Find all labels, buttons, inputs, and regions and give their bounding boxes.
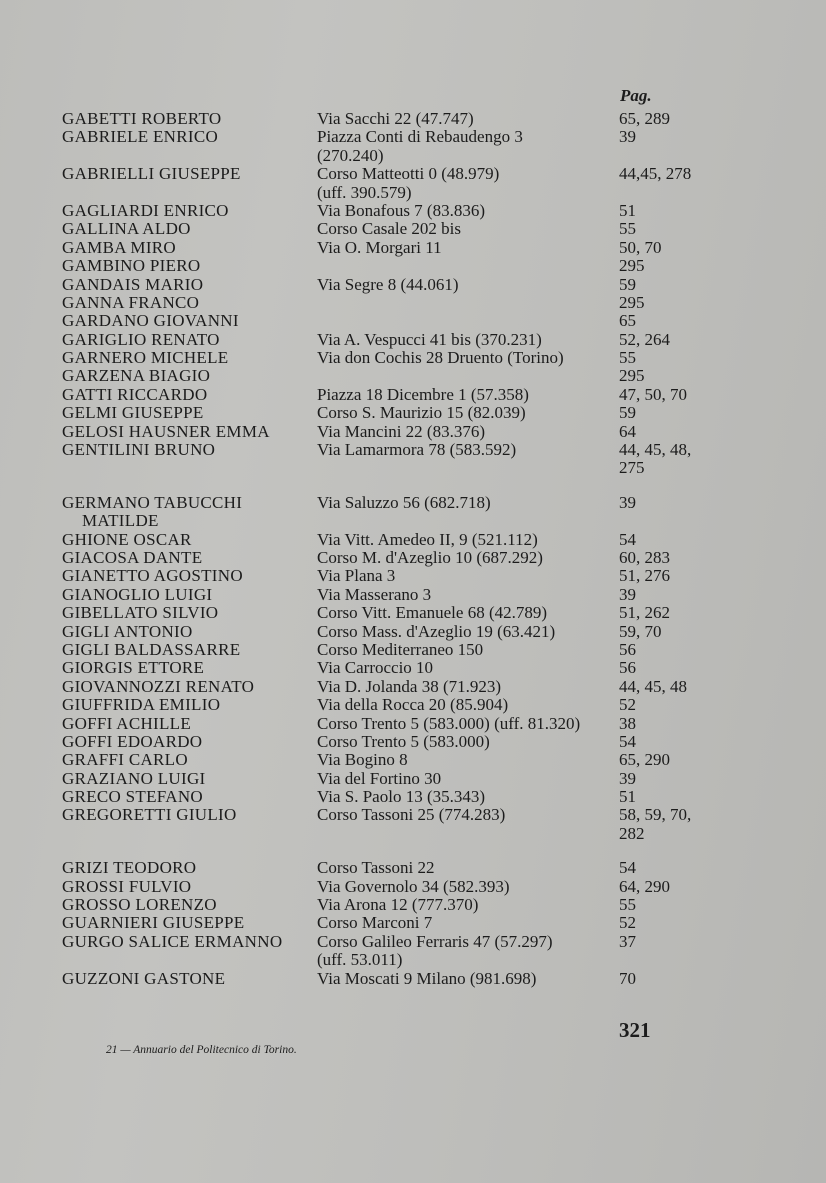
entry-name-line: GIANOGLIO LUIGI xyxy=(62,584,213,604)
entry-name-line: GUZZONI GASTONE xyxy=(62,968,226,988)
entry-address-line xyxy=(317,825,617,843)
entry-name xyxy=(62,494,314,531)
entry-name-line: GELOSI HAUSNER EMMA xyxy=(62,421,270,441)
entry-name-line: GABRIELLI GIUSEPPE xyxy=(62,164,241,184)
directory-entry xyxy=(62,806,762,843)
directory-entry xyxy=(62,494,762,531)
entry-address xyxy=(317,933,617,970)
entry-pages-line: 65, 289 xyxy=(619,109,670,128)
entry-pages-line: 295 xyxy=(619,292,645,312)
entry-address xyxy=(317,733,617,751)
entry-pages xyxy=(619,202,709,220)
entry-pages xyxy=(619,715,709,733)
entry-pages-line: 52, 264 xyxy=(619,329,670,349)
entry-pages-line: 64, 290 xyxy=(619,876,670,896)
entry-pages xyxy=(619,896,709,914)
entry-name xyxy=(62,859,314,877)
entry-address-line: Via Segre 8 (44.061) xyxy=(317,274,459,294)
entry-address-line: Via D. Jolanda 38 (71.923) xyxy=(317,676,502,696)
entry-address-line xyxy=(317,459,617,477)
entry-pages-line: 51, 262 xyxy=(619,603,670,623)
entry-pages-line: 58, 59, 70, xyxy=(619,805,692,825)
entry-name-line: GAMBINO PIERO xyxy=(62,256,201,276)
entry-pages xyxy=(619,567,709,585)
entry-pages xyxy=(619,220,709,238)
entry-name xyxy=(62,770,314,788)
directory-entry xyxy=(62,257,762,275)
directory-entry xyxy=(62,733,762,751)
directory-entry xyxy=(62,549,762,567)
entry-pages-line: 47, 50, 70 xyxy=(619,384,687,404)
entry-address xyxy=(317,220,617,238)
entry-name xyxy=(62,806,314,824)
directory-entry xyxy=(62,896,762,914)
entry-name-line: GABETTI ROBERTO xyxy=(62,109,222,128)
directory-entry xyxy=(62,220,762,238)
entry-address-line: Corso Galileo Ferraris 47 (57.297) xyxy=(317,931,553,951)
entry-pages xyxy=(619,441,709,478)
entry-address-line: Via Lamarmora 78 (583.592) xyxy=(317,440,517,460)
entry-pages-line: 70 xyxy=(619,968,636,988)
directory-entry xyxy=(62,696,762,714)
directory-entry xyxy=(62,165,762,202)
entry-name xyxy=(62,623,314,641)
entry-address-line: Via Masserano 3 xyxy=(317,584,432,604)
entry-address xyxy=(317,128,617,165)
entry-pages xyxy=(619,641,709,659)
entry-address-line: Via Plana 3 xyxy=(317,566,396,586)
entry-address xyxy=(317,312,617,330)
entry-name xyxy=(62,549,314,567)
entry-address xyxy=(317,423,617,441)
entry-pages-line: 55 xyxy=(619,895,636,915)
entry-name xyxy=(62,531,314,549)
entry-pages-line: 55 xyxy=(619,348,636,368)
entry-address xyxy=(317,349,617,367)
entry-pages-line: 60, 283 xyxy=(619,547,670,567)
entry-pages xyxy=(619,933,709,951)
entry-name xyxy=(62,220,314,238)
entry-name-line: GENTILINI BRUNO xyxy=(62,440,216,460)
directory-entry xyxy=(62,878,762,896)
entry-pages xyxy=(619,549,709,567)
entry-address-line xyxy=(317,257,617,275)
entry-name-line: GOFFI ACHILLE xyxy=(62,713,192,733)
entry-name xyxy=(62,331,314,349)
entry-address-line: (uff. 53.011) xyxy=(317,950,403,970)
entry-name xyxy=(62,202,314,220)
entry-pages xyxy=(619,788,709,806)
entry-address-line xyxy=(317,312,617,330)
entry-pages-line: 59 xyxy=(619,403,636,423)
entry-pages-line: 39 xyxy=(619,492,636,512)
entry-address-line: Via don Cochis 28 Druento (Torino) xyxy=(317,348,564,368)
entry-name-line: GOFFI EDOARDO xyxy=(62,731,203,751)
directory-entry xyxy=(62,970,762,988)
entry-name xyxy=(62,878,314,896)
entry-address-line: Via Vitt. Amedeo II, 9 (521.112) xyxy=(317,529,538,549)
directory-entry xyxy=(62,859,762,877)
entry-address xyxy=(317,294,617,312)
entry-name-line: GARIGLIO RENATO xyxy=(62,329,220,349)
entry-pages-line: 54 xyxy=(619,529,636,549)
entry-pages xyxy=(619,331,709,349)
entry-pages-line: 64 xyxy=(619,421,636,441)
footer-caption: 21 — Annuario del Politecnico di Torino. xyxy=(106,1044,297,1056)
directory-entry xyxy=(62,312,762,330)
directory-entry xyxy=(62,404,762,422)
entry-address xyxy=(317,331,617,349)
entry-address-line: Via S. Paolo 13 (35.343) xyxy=(317,787,486,807)
entry-address-line: Via A. Vespucci 41 bis (370.231) xyxy=(317,329,542,349)
entry-name-line: GIORGIS ETTORE xyxy=(62,658,205,678)
directory-entry xyxy=(62,386,762,404)
entry-address xyxy=(317,623,617,641)
entry-name-line: GROSSO LORENZO xyxy=(62,895,217,915)
entry-name xyxy=(62,659,314,677)
entry-address-line: Corso Marconi 7 xyxy=(317,913,433,933)
entry-address xyxy=(317,404,617,422)
entry-pages xyxy=(619,770,709,788)
entry-name-line: GABRIELE ENRICO xyxy=(62,127,219,147)
entry-pages-line: 54 xyxy=(619,858,636,878)
entry-address xyxy=(317,715,617,733)
entry-pages xyxy=(619,239,709,257)
entry-address xyxy=(317,806,617,843)
entry-address xyxy=(317,770,617,788)
entry-name-line: GIBELLATO SILVIO xyxy=(62,603,219,623)
entry-address-line: Via Bonafous 7 (83.836) xyxy=(317,200,486,220)
directory-entry xyxy=(62,770,762,788)
entry-address-line: Piazza 18 Dicembre 1 (57.358) xyxy=(317,384,529,404)
entry-address xyxy=(317,878,617,896)
entry-name xyxy=(62,404,314,422)
entry-name-line: GIGLI BALDASSARRE xyxy=(62,639,241,659)
directory-entry xyxy=(62,678,762,696)
entry-address xyxy=(317,494,617,531)
directory-entry xyxy=(62,659,762,677)
entry-pages xyxy=(619,165,709,183)
entry-pages xyxy=(619,494,709,512)
entry-name xyxy=(62,257,314,275)
entry-pages xyxy=(619,423,709,441)
entry-pages-line: 51 xyxy=(619,787,636,807)
entry-name-line: GIGLI ANTONIO xyxy=(62,621,193,641)
entry-name-line: GARDANO GIOVANNI xyxy=(62,311,239,331)
entry-pages xyxy=(619,678,709,696)
entry-name xyxy=(62,294,314,312)
entry-pages xyxy=(619,128,709,146)
entry-pages-line: 56 xyxy=(619,658,636,678)
directory-entry xyxy=(62,367,762,385)
entry-pages xyxy=(619,751,709,769)
entry-name-line: MATILDE xyxy=(82,511,159,531)
entry-address-line: Corso Matteotti 0 (48.979) xyxy=(317,164,500,184)
entry-name-line: GIACOSA DANTE xyxy=(62,547,203,567)
entry-address-line: Corso Casale 202 bis xyxy=(317,219,462,239)
directory-entry xyxy=(62,604,762,622)
entry-address xyxy=(317,659,617,677)
entry-pages xyxy=(619,257,709,275)
entry-name-line: GIOVANNOZZI RENATO xyxy=(62,676,255,696)
entry-name xyxy=(62,312,314,330)
entry-name-line: GELMI GIUSEPPE xyxy=(62,403,204,423)
entry-name-line: GATTI RICCARDO xyxy=(62,384,208,404)
directory-entry xyxy=(62,128,762,165)
entry-name xyxy=(62,914,314,932)
entry-address-line: Corso M. d'Azeglio 10 (687.292) xyxy=(317,547,543,567)
directory-entry xyxy=(62,239,762,257)
entry-address-line: Via del Fortino 30 xyxy=(317,768,442,788)
entry-name xyxy=(62,349,314,367)
entry-address xyxy=(317,788,617,806)
directory-entry xyxy=(62,110,762,128)
entry-pages xyxy=(619,312,709,330)
directory-entry xyxy=(62,586,762,604)
entry-address xyxy=(317,604,617,622)
entry-address-line: Corso Tassoni 22 xyxy=(317,858,435,878)
directory-entry xyxy=(62,202,762,220)
entry-name-line: GRAFFI CARLO xyxy=(62,750,188,770)
entry-pages-line: 54 xyxy=(619,731,636,751)
entry-address xyxy=(317,110,617,128)
entry-address-line: Via Governolo 34 (582.393) xyxy=(317,876,510,896)
entry-pages-line: 39 xyxy=(619,768,636,788)
directory-entry xyxy=(62,276,762,294)
directory-entry xyxy=(62,751,762,769)
entry-name-line: GALLINA ALDO xyxy=(62,219,191,239)
entry-name-line: GAGLIARDI ENRICO xyxy=(62,200,229,220)
entry-name-line: GANNA FRANCO xyxy=(62,292,200,312)
entry-address xyxy=(317,202,617,220)
entry-name xyxy=(62,751,314,769)
entry-pages-line: 51, 276 xyxy=(619,566,670,586)
entry-pages-line: 51 xyxy=(619,200,636,220)
directory-entry xyxy=(62,933,762,970)
entry-name xyxy=(62,276,314,294)
directory-entry xyxy=(62,349,762,367)
entry-name xyxy=(62,423,314,441)
entry-address xyxy=(317,386,617,404)
entry-address xyxy=(317,641,617,659)
entry-address-line xyxy=(317,367,617,385)
entry-address xyxy=(317,859,617,877)
directory-entry xyxy=(62,641,762,659)
entry-name-line: GRECO STEFANO xyxy=(62,787,204,807)
entry-address xyxy=(317,970,617,988)
entry-address-line: Via Carroccio 10 xyxy=(317,658,434,678)
entry-pages xyxy=(619,659,709,677)
entry-name-line: GERMANO TABUCCHI xyxy=(62,492,243,512)
entry-name xyxy=(62,128,314,146)
entry-pages-line: 295 xyxy=(619,366,645,386)
entry-pages-line: 55 xyxy=(619,219,636,239)
entry-pages-line: 282 xyxy=(619,823,645,843)
entry-address xyxy=(317,165,617,202)
entry-pages xyxy=(619,110,709,128)
entry-name-line: GIUFFRIDA EMILIO xyxy=(62,695,221,715)
directory-entry xyxy=(62,623,762,641)
entry-pages-line: 65, 290 xyxy=(619,750,670,770)
entry-name xyxy=(62,696,314,714)
entry-name xyxy=(62,441,314,459)
entry-name xyxy=(62,386,314,404)
entry-address-line: Via Mancini 22 (83.376) xyxy=(317,421,485,441)
entry-name xyxy=(62,896,314,914)
entry-pages-line: 39 xyxy=(619,127,636,147)
directory-entry xyxy=(62,423,762,441)
entry-address-line: (270.240) xyxy=(317,145,384,165)
entry-name xyxy=(62,239,314,257)
entry-pages xyxy=(619,276,709,294)
entry-name xyxy=(62,678,314,696)
entry-address xyxy=(317,914,617,932)
directory-entry xyxy=(62,715,762,733)
entry-name-line: GRIZI TEODORO xyxy=(62,858,197,878)
entry-name-line: GRAZIANO LUIGI xyxy=(62,768,206,788)
entry-address-line: Piazza Conti di Rebaudengo 3 xyxy=(317,127,523,147)
entry-pages-line: 44,45, 278 xyxy=(619,164,692,184)
entry-name-line: GARZENA BIAGIO xyxy=(62,366,211,386)
directory-entry xyxy=(62,567,762,585)
entry-pages-line: 52 xyxy=(619,695,636,715)
entry-address xyxy=(317,257,617,275)
entry-address-line: Corso Mass. d'Azeglio 19 (63.421) xyxy=(317,621,556,641)
directory-entry xyxy=(62,331,762,349)
entry-name-line: GREGORETTI GIULIO xyxy=(62,805,237,825)
entry-pages xyxy=(619,878,709,896)
entry-pages-line: 65 xyxy=(619,311,636,331)
entry-address xyxy=(317,276,617,294)
entry-address-line: Corso Tassoni 25 (774.283) xyxy=(317,805,506,825)
entry-pages-line: 59 xyxy=(619,274,636,294)
entry-address-line: Corso Vitt. Emanuele 68 (42.789) xyxy=(317,603,548,623)
entry-address xyxy=(317,567,617,585)
entry-pages xyxy=(619,604,709,622)
page-number: 321 xyxy=(619,1018,651,1042)
pag-column-header: Pag. xyxy=(620,86,652,105)
entry-pages-line: 52 xyxy=(619,913,636,933)
entry-pages xyxy=(619,733,709,751)
entry-pages xyxy=(619,404,709,422)
directory-entry xyxy=(62,914,762,932)
entry-address-line: Via Moscati 9 Milano (981.698) xyxy=(317,968,537,988)
entry-pages xyxy=(619,806,709,843)
entry-address xyxy=(317,696,617,714)
entry-name xyxy=(62,586,314,604)
entry-address xyxy=(317,441,617,478)
entry-address xyxy=(317,896,617,914)
entry-address xyxy=(317,549,617,567)
entry-pages xyxy=(619,623,709,641)
directory-entry xyxy=(62,441,762,478)
entry-name-line: GIANETTO AGOSTINO xyxy=(62,566,243,586)
entry-name-line: GHIONE OSCAR xyxy=(62,529,192,549)
entry-pages xyxy=(619,859,709,877)
entry-pages xyxy=(619,696,709,714)
entry-pages xyxy=(619,970,709,988)
entry-name-line: GROSSI FULVIO xyxy=(62,876,192,896)
entry-address xyxy=(317,751,617,769)
entry-address xyxy=(317,586,617,604)
entry-address-line: Corso Trento 5 (583.000) xyxy=(317,731,490,751)
entry-name-line: GAMBA MIRO xyxy=(62,237,176,257)
entry-name xyxy=(62,110,314,128)
directory-entry xyxy=(62,531,762,549)
entry-address-line: Via Sacchi 22 (47.747) xyxy=(317,109,474,128)
entry-address-line: Corso Mediterraneo 150 xyxy=(317,639,484,659)
entry-name xyxy=(62,641,314,659)
entry-address-line: (uff. 390.579) xyxy=(317,182,412,202)
entry-name-line: GURGO SALICE ERMANNO xyxy=(62,931,283,951)
entry-address-line: Via O. Morgari 11 xyxy=(317,237,442,257)
entry-pages xyxy=(619,386,709,404)
entry-address-line xyxy=(317,512,617,530)
directory-entry xyxy=(62,788,762,806)
entry-address-line: Via della Rocca 20 (85.904) xyxy=(317,695,509,715)
entry-pages xyxy=(619,349,709,367)
entry-name xyxy=(62,715,314,733)
entry-pages xyxy=(619,531,709,549)
entry-pages-line: 59, 70 xyxy=(619,621,662,641)
entry-address-line: Via Arona 12 (777.370) xyxy=(317,895,479,915)
entry-address xyxy=(317,678,617,696)
entry-pages-line: 56 xyxy=(619,639,636,659)
entry-name-line: GARNERO MICHELE xyxy=(62,348,229,368)
entry-address-line: Via Bogino 8 xyxy=(317,750,408,770)
entry-name-line: GUARNIERI GIUSEPPE xyxy=(62,913,245,933)
entry-address-line: Corso Trento 5 (583.000) (uff. 81.320) xyxy=(317,713,581,733)
entry-pages-line: 44, 45, 48, xyxy=(619,440,692,460)
entry-pages-line: 39 xyxy=(619,584,636,604)
entry-pages-line: 295 xyxy=(619,256,645,276)
entry-pages xyxy=(619,294,709,312)
entry-pages-line: 38 xyxy=(619,713,636,733)
entry-pages-line: 37 xyxy=(619,931,636,951)
entry-address-line: Via Saluzzo 56 (682.718) xyxy=(317,492,491,512)
entry-name-line: GANDAIS MARIO xyxy=(62,274,204,294)
entry-name xyxy=(62,788,314,806)
directory-entry xyxy=(62,294,762,312)
entry-name xyxy=(62,933,314,951)
entry-pages-line: 275 xyxy=(619,458,645,478)
entry-pages xyxy=(619,586,709,604)
entry-address-line: Corso S. Maurizio 15 (82.039) xyxy=(317,403,526,423)
entry-address xyxy=(317,531,617,549)
directory-list xyxy=(62,110,762,988)
entry-pages-line: 44, 45, 48 xyxy=(619,676,687,696)
entry-pages xyxy=(619,914,709,932)
entry-name xyxy=(62,567,314,585)
entry-address-line xyxy=(317,294,617,312)
entry-name xyxy=(62,733,314,751)
entry-name xyxy=(62,970,314,988)
entry-name xyxy=(62,165,314,183)
entry-name xyxy=(62,367,314,385)
entry-pages-line: 50, 70 xyxy=(619,237,662,257)
entry-pages xyxy=(619,367,709,385)
entry-name xyxy=(62,604,314,622)
entry-address xyxy=(317,239,617,257)
entry-address xyxy=(317,367,617,385)
